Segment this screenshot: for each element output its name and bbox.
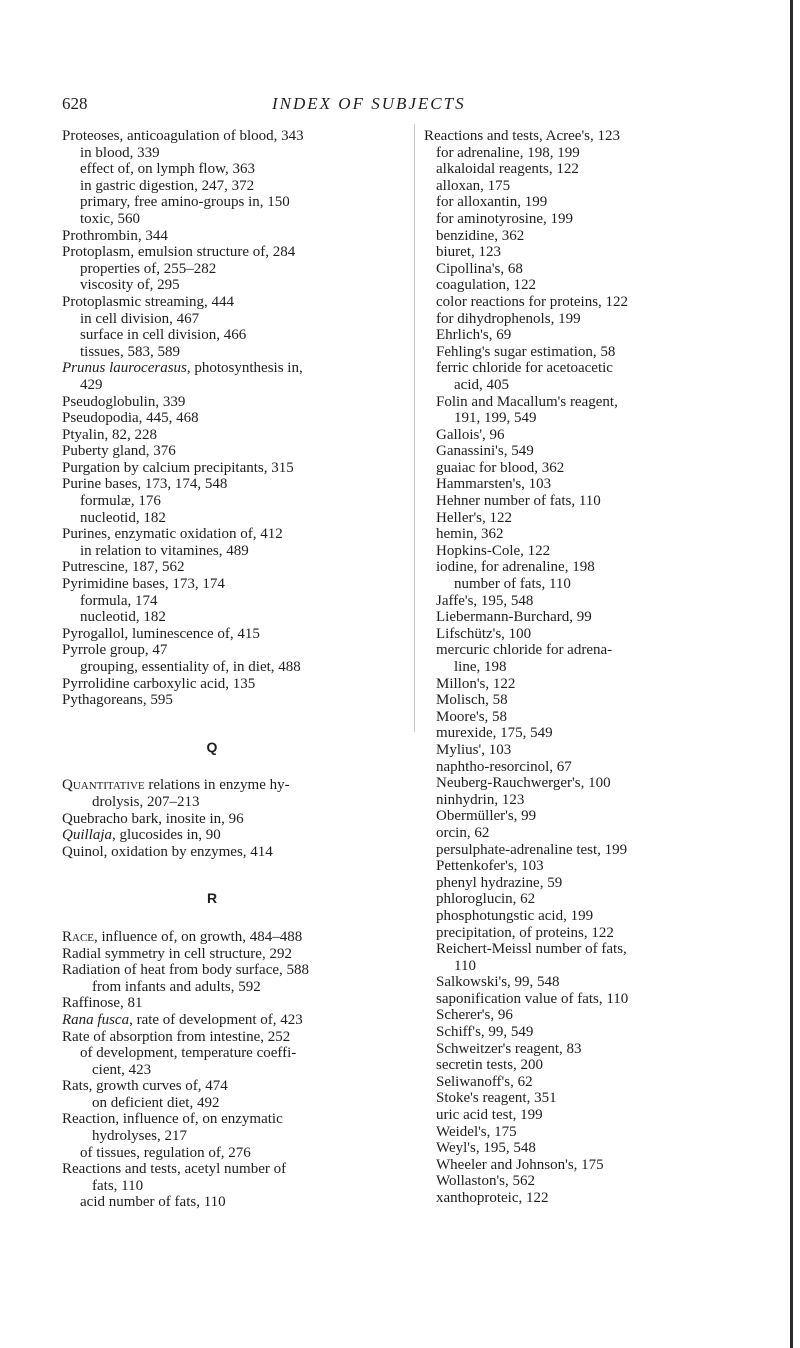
index-entry: secretin tests, 200 [436,1057,544,1074]
index-entry: hemin, 362 [436,526,504,543]
index-entry: in relation to vitamines, 489 [80,542,249,559]
section-letter: Q [206,738,218,755]
index-entry: Quinol, oxidation by enzymes, 414 [62,843,273,860]
index-entry: Raffinose, 81 [62,995,143,1012]
index-entry: Reichert-Meissl number of fats, [436,941,627,958]
index-entry: Wheeler and Johnson's, 175 [436,1156,604,1173]
index-entry: Quantitative relations in enzyme hy- [62,777,290,794]
index-entry: alloxan, 175 [436,177,511,194]
index-entry: in blood, 339 [80,144,160,161]
index-entry: Rats, growth curves of, 474 [62,1078,228,1095]
index-entry: for adrenaline, 198, 199 [436,144,580,161]
index-entry: Ehrlich's, 69 [436,327,512,344]
section-letter: R [206,890,218,907]
index-entry: effect of, on lymph flow, 363 [80,161,255,178]
index-entry: number of fats, 110 [454,576,571,593]
index-entry: Gallois', 96 [436,426,505,443]
index-entry: Ptyalin, 82, 228 [62,426,158,443]
index-entry: Pseudoglobulin, 339 [62,393,186,410]
index-entry: Cipollina's, 68 [436,260,523,277]
index-entry: Purines, enzymatic oxidation of, 412 [62,526,283,543]
index-entry: formula, 174 [80,592,158,609]
index-entry: persulphate-adrenaline test, 199 [436,841,628,858]
index-entry: on deficient diet, 492 [92,1094,220,1111]
index-entry: primary, free amino-groups in, 150 [80,194,290,211]
index-entry: phloroglucin, 62 [436,891,536,908]
index-entry: Prothrombin, 344 [62,227,168,244]
index-column-right [424,128,754,1207]
index-entry: Protoplasm, emulsion structure of, 284 [62,244,296,261]
index-entry: Schweitzer's reagent, 83 [436,1040,582,1057]
index-entry: Wollaston's, 562 [436,1173,535,1190]
index-entry: 191, 199, 549 [454,410,537,427]
index-entry: acid, 405 [454,376,509,393]
index-entry: Schiff's, 99, 549 [436,1024,534,1041]
index-entry: fats, 110 [92,1177,144,1194]
index-entry: Fehling's sugar estimation, 58 [436,343,616,360]
index-entry: Weidel's, 175 [436,1123,517,1140]
page-edge-rule [790,0,793,1348]
index-entry: guaiac for blood, 362 [436,459,565,476]
index-entry: Race, influence of, on growth, 484–488 [62,928,303,945]
index-entry: Lifschütz's, 100 [436,625,532,642]
index-entry: Liebermann-Burchard, 99 [436,609,592,626]
index-entry: of tissues, regulation of, 276 [80,1144,251,1161]
index-entry: for dihydrophenols, 199 [436,310,581,327]
index-entry: Seliwanoff's, 62 [436,1073,533,1090]
index-entry: alkaloidal reagents, 122 [436,161,579,178]
index-entry: ferric chloride for acetoacetic [436,360,613,377]
index-entry: Quebracho bark, inosite in, 96 [62,810,244,827]
index-entry: iodine, for adrenaline, 198 [436,559,595,576]
index-entry: color reactions for proteins, 122 [436,293,629,310]
index-entry: hydrolyses, 217 [92,1128,187,1145]
index-entry: Weyl's, 195, 548 [436,1140,536,1157]
index-entry: Pyrrole group, 47 [62,642,168,659]
index-entry: Mylius', 103 [436,741,512,758]
index-entry: 429 [80,376,103,393]
index-entry: 110 [454,957,476,974]
index-entry: Hehner number of fats, 110 [436,493,601,510]
index-entry: properties of, 255–282 [80,260,217,277]
index-entry: precipitation, of proteins, 122 [436,924,614,941]
index-entry: for aminotyrosine, 199 [436,210,574,227]
column-divider [414,124,415,732]
index-entry: Pyrimidine bases, 173, 174 [62,576,225,593]
index-entry: coagulation, 122 [436,277,536,294]
index-entry: Millon's, 122 [436,675,516,692]
index-entry: phosphotungstic acid, 199 [436,907,594,924]
index-entry: saponification value of fats, 110 [436,990,629,1007]
index-entry: Pseudopodia, 445, 468 [62,410,199,427]
index-entry: xanthoproteic, 122 [436,1190,549,1206]
index-entry: tissues, 583, 589 [80,343,181,360]
index-entry: in cell division, 467 [80,310,200,327]
index-entry: drolysis, 207–213 [92,793,200,810]
index-entry: Rate of absorption from intestine, 252 [62,1028,291,1045]
index-entry: Jaffe's, 195, 548 [436,592,534,609]
index-entry: Quillaja, glucosides in, 90 [62,827,221,844]
index-entry: Putrescine, 187, 562 [62,559,185,576]
index-entry: Purine bases, 173, 174, 548 [62,476,228,493]
index-entry: Ganassini's, 549 [436,443,534,460]
index-entry: Scherer's, 96 [436,1007,513,1024]
index-entry: orcin, 62 [436,824,490,841]
index-entry: Radiation of heat from body surface, 588 [62,962,310,979]
index-entry: Puberty gland, 376 [62,443,176,460]
index-entry: in gastric digestion, 247, 372 [80,177,255,194]
index-entry: Reactions and tests, Acree's, 123 [424,128,620,144]
index-entry: from infants and adults, 592 [92,978,261,995]
index-entry: Reaction, influence of, on enzymatic [62,1111,283,1128]
index-entry: Purgation by calcium precipitants, 315 [62,459,294,476]
index-column-left [62,128,412,1211]
index-entry: murexide, 175, 549 [436,725,553,742]
index-entry: Prunus laurocerasus, photosynthesis in, [62,360,303,377]
index-entry: phenyl hydrazine, 59 [436,874,563,891]
index-entry: Pyrogallol, luminescence of, 415 [62,625,260,642]
index-entry: Moore's, 58 [436,708,508,725]
index-entry: Rana fusca, rate of development of, 423 [62,1011,303,1028]
running-head: INDEX OF SUBJECTS [272,94,466,113]
index-entry: Neuberg-Rauchwerger's, 100 [436,775,611,792]
index-entry: nucleotid, 182 [80,509,166,526]
index-entry: line, 198 [454,659,507,675]
index-entry: biuret, 123 [436,244,501,261]
index-entry: Pettenkofer's, 103 [436,858,544,875]
index-entry: Proteoses, anticoagulation of blood, 343 [62,128,304,144]
index-entry: uric acid test, 199 [436,1107,543,1124]
index-entry: Hopkins-Cole, 122 [436,542,551,559]
index-entry: Obermüller's, 99 [436,808,537,825]
index-entry: Hammarsten's, 103 [436,476,552,493]
index-entry: surface in cell division, 466 [80,327,247,344]
index-entry: benzidine, 362 [436,227,525,244]
index-entry: Salkowski's, 99, 548 [436,974,560,991]
index-entry: Reactions and tests, acetyl number of [62,1161,287,1178]
index-entry: naphtho-resorcinol, 67 [436,758,572,775]
index-entry: Molisch, 58 [436,692,508,709]
index-entry: nucleotid, 182 [80,609,166,626]
index-entry: Pythagoreans, 595 [62,692,173,709]
index-entry: for alloxantin, 199 [436,194,548,211]
index-entry: Radial symmetry in cell structure, 292 [62,945,292,962]
index-entry: Folin and Macallum's reagent, [436,393,618,410]
index-entry: toxic, 560 [80,210,140,227]
index-entry: acid number of fats, 110 [80,1194,226,1211]
index-entry: of development, temperature coeffi- [80,1045,297,1062]
index-entry: grouping, essentiality of, in diet, 488 [80,659,301,675]
index-entry: ninhydrin, 123 [436,791,525,808]
index-entry: Pyrrolidine carboxylic acid, 135 [62,675,256,692]
index-entry: Heller's, 122 [436,509,513,526]
page-number: 628 [62,94,88,113]
index-entry: cient, 423 [92,1061,152,1078]
index-entry: Protoplasmic streaming, 444 [62,293,235,310]
index-entry: Stoke's reagent, 351 [436,1090,557,1107]
index-entry: viscosity of, 295 [80,277,180,294]
index-entry: mercuric chloride for adrena- [436,642,613,659]
index-entry: formulæ, 176 [80,493,161,510]
